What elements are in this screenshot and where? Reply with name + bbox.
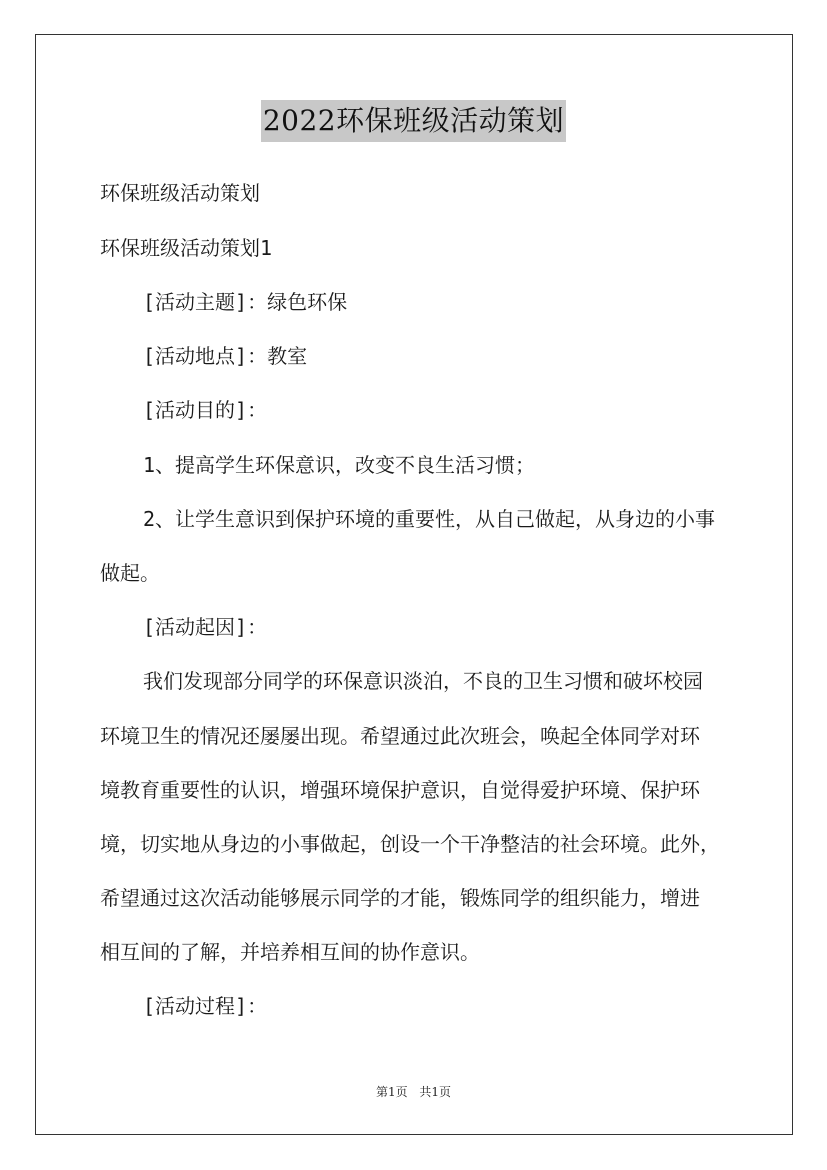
cause-paragraph-line: 希望通过这次活动能够展示同学的才能，锻炼同学的组织能力，增进 bbox=[100, 886, 700, 910]
document-title: 2022环保班级活动策划 bbox=[261, 100, 566, 142]
activity-process-heading: [活动过程]： bbox=[143, 994, 268, 1018]
cause-paragraph-line: 我们发现部分同学的环保意识淡泊，不良的卫生习惯和破坏校园 bbox=[143, 669, 703, 693]
activity-cause-heading: [活动起因]： bbox=[143, 615, 268, 639]
cause-paragraph-line: 境教育重要性的认识，增强环境保护意识，自觉得爱护环境、保护环 bbox=[100, 778, 700, 802]
activity-purpose-heading: [活动目的]： bbox=[143, 398, 268, 422]
purpose-item-2-cont: 做起。 bbox=[100, 561, 160, 585]
cause-paragraph-line: 相互间的了解，并培养相互间的协作意识。 bbox=[100, 940, 480, 964]
activity-location: [活动地点]：教室 bbox=[143, 344, 308, 368]
activity-theme: [活动主题]：绿色环保 bbox=[143, 290, 348, 314]
heading-line: 环保班级活动策划 bbox=[100, 181, 260, 205]
page-footer bbox=[0, 1083, 827, 1100]
purpose-item-2: 2、让学生意识到保护环境的重要性，从自己做起，从身边的小事 bbox=[143, 507, 716, 531]
purpose-item-1: 1、提高学生环保意识，改变不良生活习惯； bbox=[143, 453, 536, 477]
subheading-line: 环保班级活动策划1 bbox=[100, 236, 273, 260]
cause-paragraph-line: 境，切实地从身边的小事做起，创设一个干净整洁的社会环境。此外， bbox=[100, 832, 720, 856]
page-number: 第1页 bbox=[375, 1085, 408, 1099]
page-total: 共1页 bbox=[419, 1085, 452, 1099]
cause-paragraph-line: 环境卫生的情况还屡屡出现。希望通过此次班会，唤起全体同学对环 bbox=[100, 724, 700, 748]
title-container bbox=[0, 100, 827, 142]
